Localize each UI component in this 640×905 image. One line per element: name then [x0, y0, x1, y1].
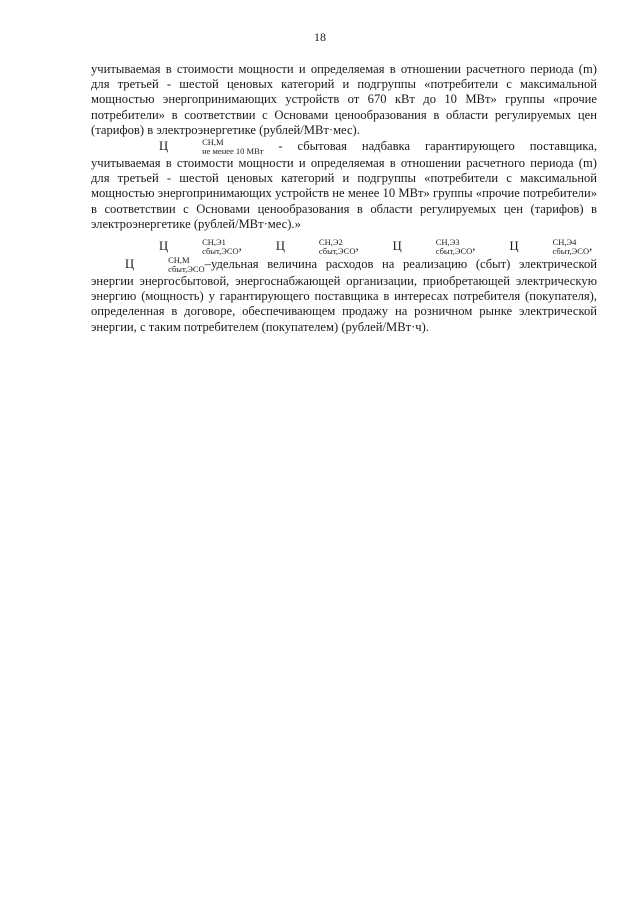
symbol-letter: Ц	[159, 239, 169, 254]
symbol-subscript: сбыт,ЭСО	[435, 246, 473, 257]
formula-symbol	[125, 138, 264, 156]
symbol-indices	[285, 237, 359, 257]
symbol-superscript: СН,Э3	[435, 237, 460, 248]
symbol-letter: Ц	[125, 257, 135, 272]
symbol-superscript: СН,Э1	[202, 237, 226, 248]
paragraph-2	[91, 138, 597, 232]
paragraph-3-text: –удельная величина расходов на реализацию (сбыт) электрической энергии энергосбытовой, энергоснабжающей организации, приобретающей электрическую энергию (мощность) у гарантирующего поставщика в интересах потребителя (покупателя), определенная в договоре, обеспечивающем продажу на розничном рынке электрической энергии, с таким потребителем (покупателем) (рублей/МВт·ч).	[91, 257, 597, 334]
symbol-indices	[134, 256, 205, 274]
symbol-subscript: не менее 10 МВт	[202, 146, 264, 157]
paragraph-2-text: - сбытовая надбавка гарантирующего поставщика, учитываемая в стоимости мощности и определяемая в отношении расчетного периода (m) для третьей - шестой ценовых категорий и подгруппы «потребители с максимальной мощностью энергопринимающих устройств не менее 10 МВт» группы «прочие потребители» в соответствии с Основами ценообразования в области регулируемых цен (тарифов) в электроэнергетике (рублей/МВт·мес).»	[91, 139, 597, 231]
formula-symbol-2	[242, 238, 359, 256]
symbol-indices	[402, 237, 476, 257]
symbol-separator: ,	[589, 239, 593, 254]
symbol-subscript: сбыт,ЭСО	[552, 246, 590, 257]
symbol-letter: Ц	[392, 239, 402, 254]
symbol-superscript: СН,М	[202, 137, 224, 148]
symbol-letter: Ц	[509, 239, 519, 254]
symbol-superscript: СН,Э2	[318, 237, 343, 248]
paragraph-1: учитываемая в стоимости мощности и определяемая в отношении расчетного периода (m) для третьей - шестой ценовых категорий и подгруппы «потребители с максимальной мощностью энергопринимающих устройств от 670 кВт до 10 МВт» группы «прочие потребители» в соответствии с Основами ценообразования в области регулируемых цен (тарифов) в электроэнергетике (рублей/МВт·мес).	[91, 62, 597, 137]
symbol-superscript: СН,М	[168, 255, 190, 266]
symbol-separator: ,	[472, 239, 476, 254]
symbol-indices	[168, 138, 263, 156]
symbol-indices	[519, 237, 593, 257]
symbol-separator: ,	[238, 239, 242, 254]
symbol-superscript: СН,Э4	[552, 237, 577, 248]
formula-symbol-3	[359, 238, 476, 256]
paragraph-3	[91, 238, 597, 335]
page-number: 18	[314, 30, 326, 44]
symbol-subscript: сбыт,ЭСО	[318, 246, 356, 257]
symbol-indices	[168, 238, 239, 256]
symbol-letter: Ц	[275, 239, 285, 254]
formula-symbol-4	[475, 238, 592, 256]
formula-symbol-5	[91, 256, 205, 274]
symbol-subscript: сбыт,ЭСО	[168, 264, 205, 275]
symbol-letter: Ц	[159, 139, 169, 154]
formula-symbol-1	[125, 238, 242, 256]
symbol-separator: ,	[355, 239, 359, 254]
document-body	[91, 62, 597, 335]
symbol-subscript: сбыт,ЭСО	[202, 246, 239, 257]
